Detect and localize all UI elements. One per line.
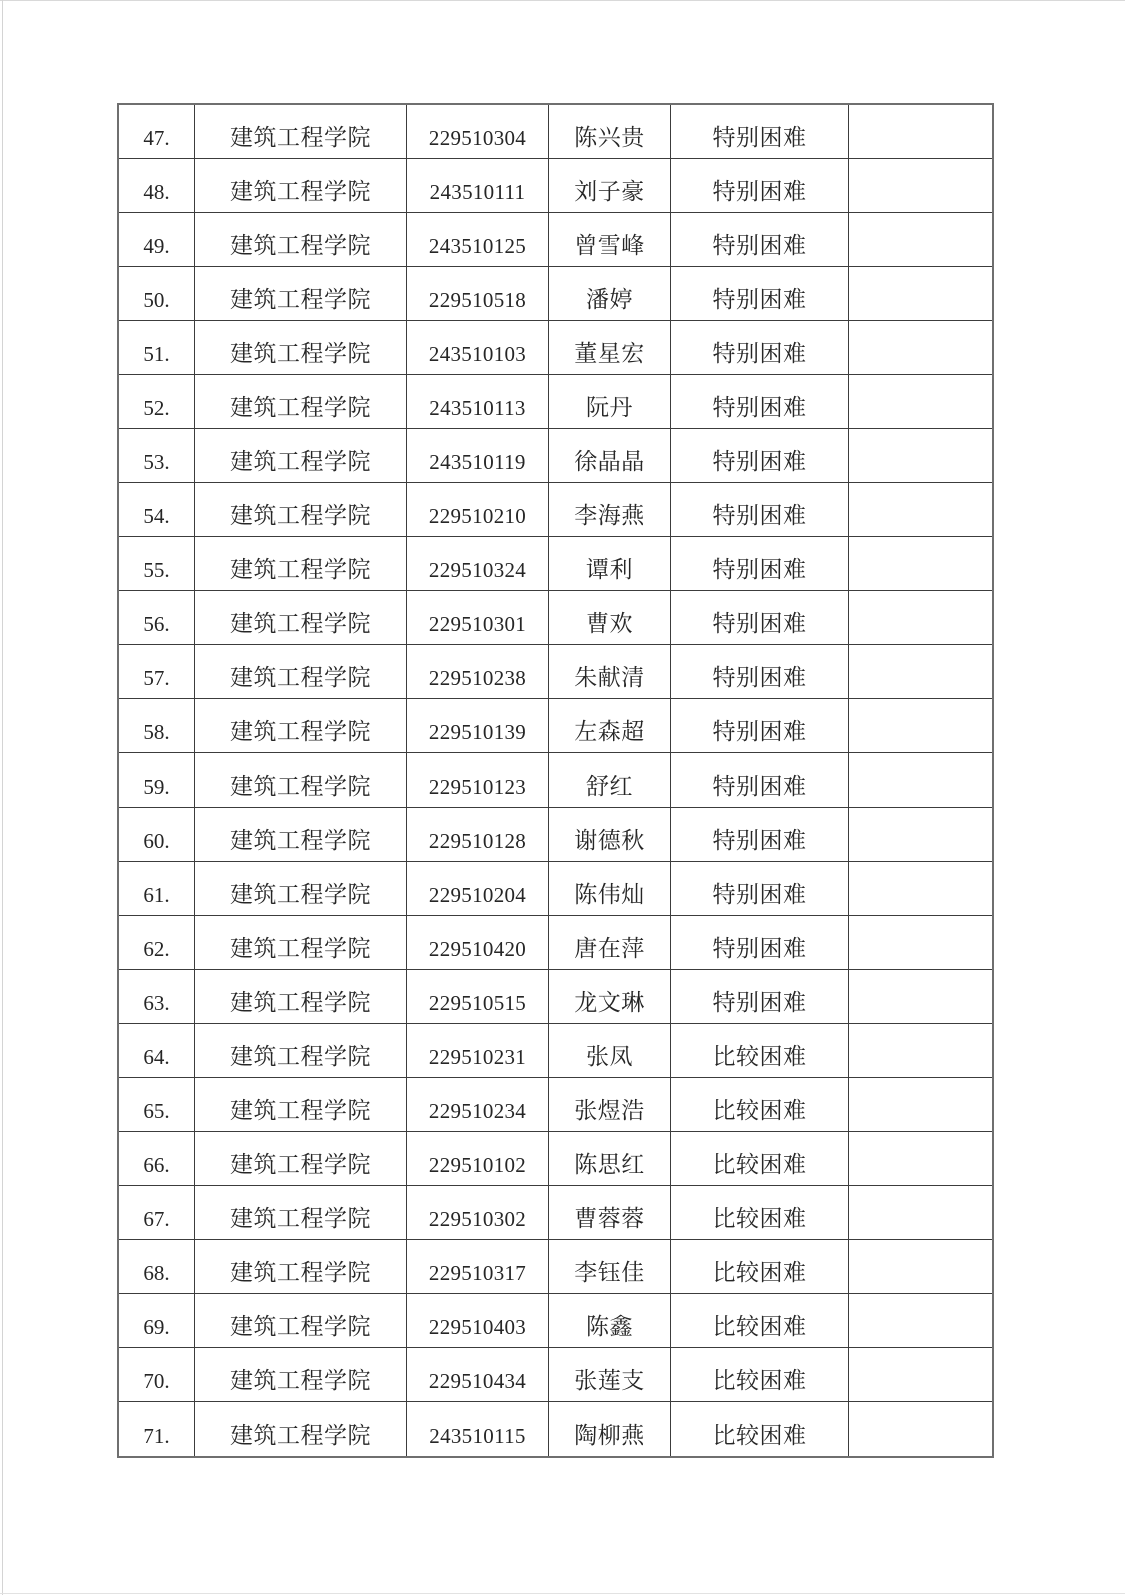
student-name-cell: 董星宏 <box>549 321 671 375</box>
college-cell: 建筑工程学院 <box>195 645 407 699</box>
page-edge-top-line <box>0 0 1125 1</box>
student-id-cell: 229510210 <box>407 483 549 537</box>
row-number-cell: 64. <box>119 1024 195 1078</box>
row-number-cell: 68. <box>119 1240 195 1294</box>
student-name-cell: 谢德秋 <box>549 808 671 862</box>
note-cell <box>849 375 992 429</box>
note-cell <box>849 1024 992 1078</box>
college-cell: 建筑工程学院 <box>195 808 407 862</box>
row-number-cell: 47. <box>119 105 195 159</box>
student-name-cell: 阮丹 <box>549 375 671 429</box>
college-cell: 建筑工程学院 <box>195 105 407 159</box>
student-id-cell: 229510420 <box>407 916 549 970</box>
student-id-cell: 229510302 <box>407 1186 549 1240</box>
note-cell <box>849 321 992 375</box>
difficulty-level-cell: 比较困难 <box>671 1186 849 1240</box>
college-cell: 建筑工程学院 <box>195 1402 407 1456</box>
student-name-cell: 潘婷 <box>549 267 671 321</box>
college-cell: 建筑工程学院 <box>195 916 407 970</box>
college-cell: 建筑工程学院 <box>195 1132 407 1186</box>
student-name-cell: 曹欢 <box>549 591 671 645</box>
college-cell: 建筑工程学院 <box>195 970 407 1024</box>
student-name-cell: 朱献清 <box>549 645 671 699</box>
note-cell <box>849 267 992 321</box>
student-id-cell: 243510125 <box>407 213 549 267</box>
college-cell: 建筑工程学院 <box>195 375 407 429</box>
row-number-cell: 55. <box>119 537 195 591</box>
student-id-cell: 229510324 <box>407 537 549 591</box>
student-id-cell: 229510304 <box>407 105 549 159</box>
student-id-cell: 229510434 <box>407 1348 549 1402</box>
student-name-cell: 张凤 <box>549 1024 671 1078</box>
row-number-cell: 70. <box>119 1348 195 1402</box>
college-cell: 建筑工程学院 <box>195 699 407 753</box>
row-number-cell: 63. <box>119 970 195 1024</box>
college-cell: 建筑工程学院 <box>195 753 407 807</box>
note-cell <box>849 1294 992 1348</box>
difficulty-level-cell: 比较困难 <box>671 1240 849 1294</box>
note-cell <box>849 1186 992 1240</box>
college-cell: 建筑工程学院 <box>195 483 407 537</box>
student-id-cell: 229510301 <box>407 591 549 645</box>
difficulty-level-cell: 特别困难 <box>671 375 849 429</box>
difficulty-level-cell: 特别困难 <box>671 213 849 267</box>
note-cell <box>849 105 992 159</box>
difficulty-level-cell: 特别困难 <box>671 808 849 862</box>
student-id-cell: 243510119 <box>407 429 549 483</box>
row-number-cell: 51. <box>119 321 195 375</box>
difficulty-level-cell: 特别困难 <box>671 699 849 753</box>
college-cell: 建筑工程学院 <box>195 159 407 213</box>
college-cell: 建筑工程学院 <box>195 321 407 375</box>
difficulty-level-cell: 特别困难 <box>671 159 849 213</box>
row-number-cell: 54. <box>119 483 195 537</box>
student-name-cell: 龙文琳 <box>549 970 671 1024</box>
note-cell <box>849 1402 992 1456</box>
student-name-cell: 曹蓉蓉 <box>549 1186 671 1240</box>
note-cell <box>849 862 992 916</box>
difficulty-level-cell: 比较困难 <box>671 1078 849 1132</box>
student-id-cell: 229510123 <box>407 753 549 807</box>
student-id-cell: 229510515 <box>407 970 549 1024</box>
note-cell <box>849 159 992 213</box>
college-cell: 建筑工程学院 <box>195 267 407 321</box>
college-cell: 建筑工程学院 <box>195 591 407 645</box>
college-cell: 建筑工程学院 <box>195 537 407 591</box>
difficulty-level-cell: 特别困难 <box>671 321 849 375</box>
note-cell <box>849 1132 992 1186</box>
student-id-cell: 243510115 <box>407 1402 549 1456</box>
student-id-cell: 243510111 <box>407 159 549 213</box>
row-number-cell: 62. <box>119 916 195 970</box>
row-number-cell: 49. <box>119 213 195 267</box>
page-edge-bottom-line <box>0 1593 1125 1594</box>
student-aid-table <box>117 103 994 1458</box>
difficulty-level-cell: 特别困难 <box>671 916 849 970</box>
difficulty-level-cell: 特别困难 <box>671 483 849 537</box>
student-name-cell: 谭利 <box>549 537 671 591</box>
row-number-cell: 59. <box>119 753 195 807</box>
difficulty-level-cell: 特别困难 <box>671 645 849 699</box>
student-name-cell: 李海燕 <box>549 483 671 537</box>
row-number-cell: 69. <box>119 1294 195 1348</box>
college-cell: 建筑工程学院 <box>195 1348 407 1402</box>
student-name-cell: 舒红 <box>549 753 671 807</box>
student-id-cell: 229510234 <box>407 1078 549 1132</box>
difficulty-level-cell: 比较困难 <box>671 1294 849 1348</box>
difficulty-level-cell: 比较困难 <box>671 1402 849 1456</box>
note-cell <box>849 213 992 267</box>
row-number-cell: 71. <box>119 1402 195 1456</box>
student-id-cell: 229510204 <box>407 862 549 916</box>
student-name-cell: 李钰佳 <box>549 1240 671 1294</box>
row-number-cell: 53. <box>119 429 195 483</box>
difficulty-level-cell: 特别困难 <box>671 105 849 159</box>
student-name-cell: 张煜浩 <box>549 1078 671 1132</box>
note-cell <box>849 429 992 483</box>
student-id-cell: 229510128 <box>407 808 549 862</box>
difficulty-level-cell: 特别困难 <box>671 970 849 1024</box>
row-number-cell: 65. <box>119 1078 195 1132</box>
difficulty-level-cell: 特别困难 <box>671 429 849 483</box>
difficulty-level-cell: 特别困难 <box>671 862 849 916</box>
student-id-cell: 229510139 <box>407 699 549 753</box>
student-name-cell: 陈兴贵 <box>549 105 671 159</box>
row-number-cell: 56. <box>119 591 195 645</box>
difficulty-level-cell: 特别困难 <box>671 267 849 321</box>
note-cell <box>849 1078 992 1132</box>
note-cell <box>849 753 992 807</box>
college-cell: 建筑工程学院 <box>195 862 407 916</box>
note-cell <box>849 483 992 537</box>
row-number-cell: 61. <box>119 862 195 916</box>
student-name-cell: 陈伟灿 <box>549 862 671 916</box>
college-cell: 建筑工程学院 <box>195 1240 407 1294</box>
college-cell: 建筑工程学院 <box>195 1024 407 1078</box>
student-id-cell: 229510403 <box>407 1294 549 1348</box>
student-id-cell: 229510238 <box>407 645 549 699</box>
difficulty-level-cell: 特别困难 <box>671 591 849 645</box>
difficulty-level-cell: 特别困难 <box>671 753 849 807</box>
row-number-cell: 50. <box>119 267 195 321</box>
student-name-cell: 陈鑫 <box>549 1294 671 1348</box>
student-name-cell: 陶柳燕 <box>549 1402 671 1456</box>
difficulty-level-cell: 特别困难 <box>671 537 849 591</box>
student-name-cell: 左森超 <box>549 699 671 753</box>
note-cell <box>849 1240 992 1294</box>
difficulty-level-cell: 比较困难 <box>671 1024 849 1078</box>
student-name-cell: 张莲支 <box>549 1348 671 1402</box>
note-cell <box>849 970 992 1024</box>
note-cell <box>849 645 992 699</box>
student-name-cell: 曾雪峰 <box>549 213 671 267</box>
row-number-cell: 57. <box>119 645 195 699</box>
note-cell <box>849 916 992 970</box>
college-cell: 建筑工程学院 <box>195 429 407 483</box>
note-cell <box>849 591 992 645</box>
student-id-cell: 229510317 <box>407 1240 549 1294</box>
student-id-cell: 243510103 <box>407 321 549 375</box>
student-id-cell: 229510102 <box>407 1132 549 1186</box>
student-name-cell: 刘子豪 <box>549 159 671 213</box>
student-name-cell: 徐晶晶 <box>549 429 671 483</box>
page-edge-left-line <box>2 0 3 1595</box>
row-number-cell: 58. <box>119 699 195 753</box>
student-id-cell: 243510113 <box>407 375 549 429</box>
college-cell: 建筑工程学院 <box>195 1078 407 1132</box>
note-cell <box>849 537 992 591</box>
row-number-cell: 67. <box>119 1186 195 1240</box>
difficulty-level-cell: 比较困难 <box>671 1348 849 1402</box>
college-cell: 建筑工程学院 <box>195 213 407 267</box>
row-number-cell: 60. <box>119 808 195 862</box>
student-id-cell: 229510231 <box>407 1024 549 1078</box>
note-cell <box>849 699 992 753</box>
college-cell: 建筑工程学院 <box>195 1294 407 1348</box>
student-id-cell: 229510518 <box>407 267 549 321</box>
note-cell <box>849 808 992 862</box>
row-number-cell: 66. <box>119 1132 195 1186</box>
row-number-cell: 52. <box>119 375 195 429</box>
note-cell <box>849 1348 992 1402</box>
student-name-cell: 陈思红 <box>549 1132 671 1186</box>
college-cell: 建筑工程学院 <box>195 1186 407 1240</box>
difficulty-level-cell: 比较困难 <box>671 1132 849 1186</box>
student-name-cell: 唐在萍 <box>549 916 671 970</box>
row-number-cell: 48. <box>119 159 195 213</box>
